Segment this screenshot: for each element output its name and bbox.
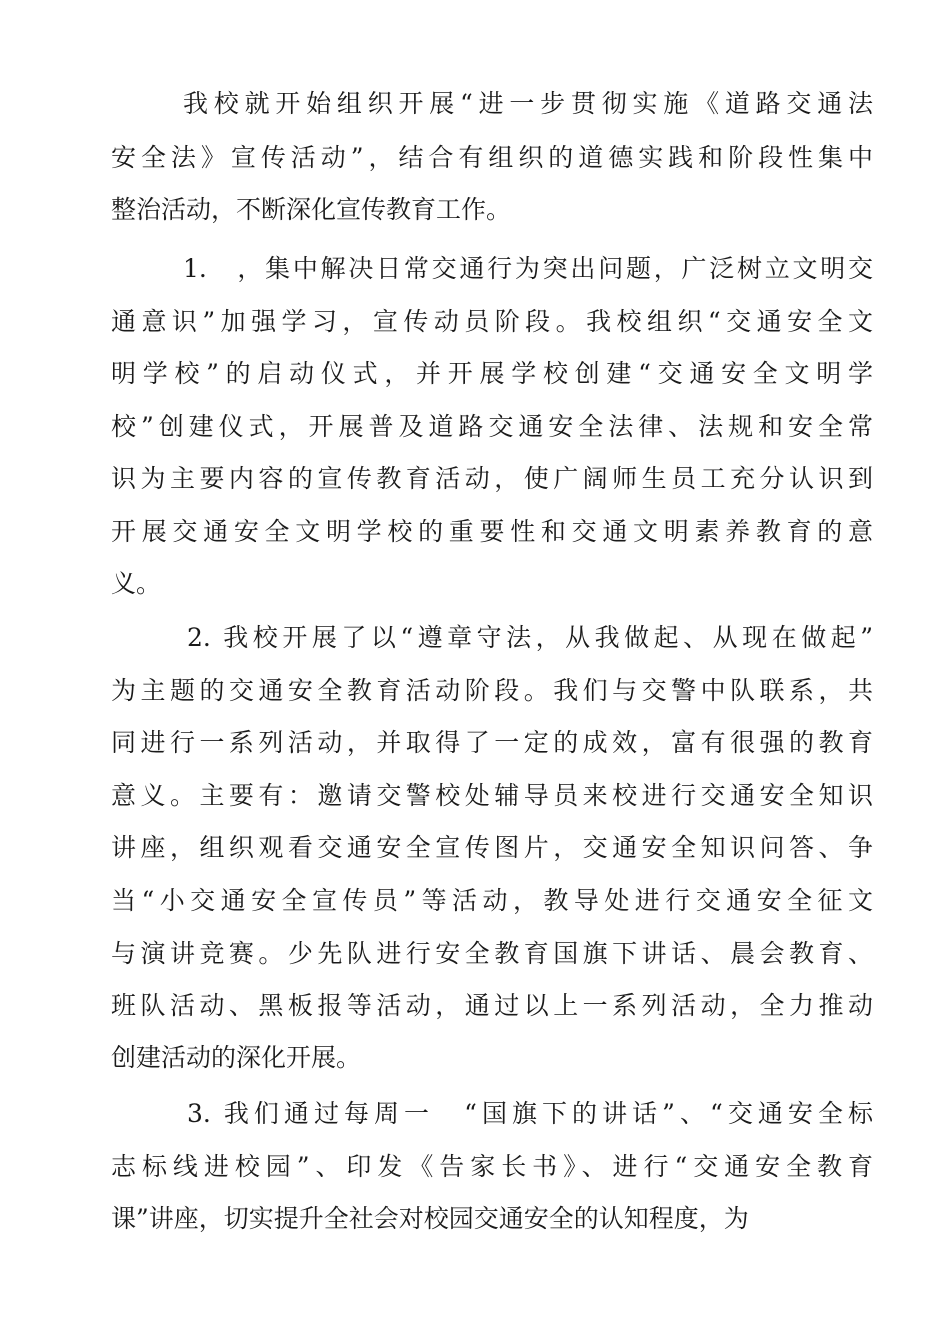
paragraph-line: 同进行一系列活动，并取得了一定的成效，富有很强的教育 (111, 728, 873, 757)
paragraph-line: 班队活动、黑板报等活动，通过以上一系列活动，全力推动 (111, 991, 873, 1020)
paragraph-line: 义。 (111, 569, 162, 598)
paragraph-line: 明学校”的启动仪式，并开展学校创建“交通安全文明学 (111, 359, 873, 388)
paragraph-line: 3. 我们通过每周一 “国旗下的讲话”、“交通安全标 (187, 1099, 873, 1128)
paragraph-line: 课”讲座，切实提升全社会对校园交通安全的认知程度，为 (111, 1204, 749, 1233)
paragraph-line: 2. 我校开展了以“遵章守法，从我做起、从现在做起” (187, 623, 873, 652)
paragraph-line: 与演讲竞赛。少先队进行安全教育国旗下讲话、晨会教育、 (111, 939, 873, 968)
paragraph-line: 意义。主要有：邀请交警校处辅导员来校进行交通安全知识 (111, 781, 873, 810)
paragraph-line: 当“小交通安全宣传员”等活动，教导处进行交通安全征文 (111, 886, 873, 915)
paragraph-line: 讲座，组织观看交通安全宣传图片，交通安全知识问答、争 (111, 833, 873, 862)
paragraph-line: 开展交通安全文明学校的重要性和交通文明素养教育的意 (111, 517, 873, 546)
paragraph-line: 我校就开始组织开展“进一步贯彻实施《道路交通法 (183, 89, 873, 118)
paragraph-line: 识为主要内容的宣传教育活动，使广阔师生员工充分认识到 (111, 464, 873, 493)
paragraph-line: 整治活动，不断深化宣传教育工作。 (111, 195, 512, 224)
paragraph-line: 通意识”加强学习，宣传动员阶段。我校组织“交通安全文 (111, 307, 873, 336)
paragraph-line: 校”创建仪式，开展普及道路交通安全法律、法规和安全常 (111, 412, 873, 441)
paragraph-line: 创建活动的深化开展。 (111, 1043, 362, 1072)
paragraph-line: 志标线进校园”、印发《告家长书》、进行“交通安全教育 (111, 1152, 873, 1181)
paragraph-line: 为主题的交通安全教育活动阶段。我们与交警中队联系，共 (111, 676, 873, 705)
paragraph-line: 安全法》宣传活动”，结合有组织的道德实践和阶段性集中 (111, 143, 873, 172)
paragraph-line: 1. ，集中解决日常交通行为突出问题，广泛树立文明交 (183, 254, 873, 283)
